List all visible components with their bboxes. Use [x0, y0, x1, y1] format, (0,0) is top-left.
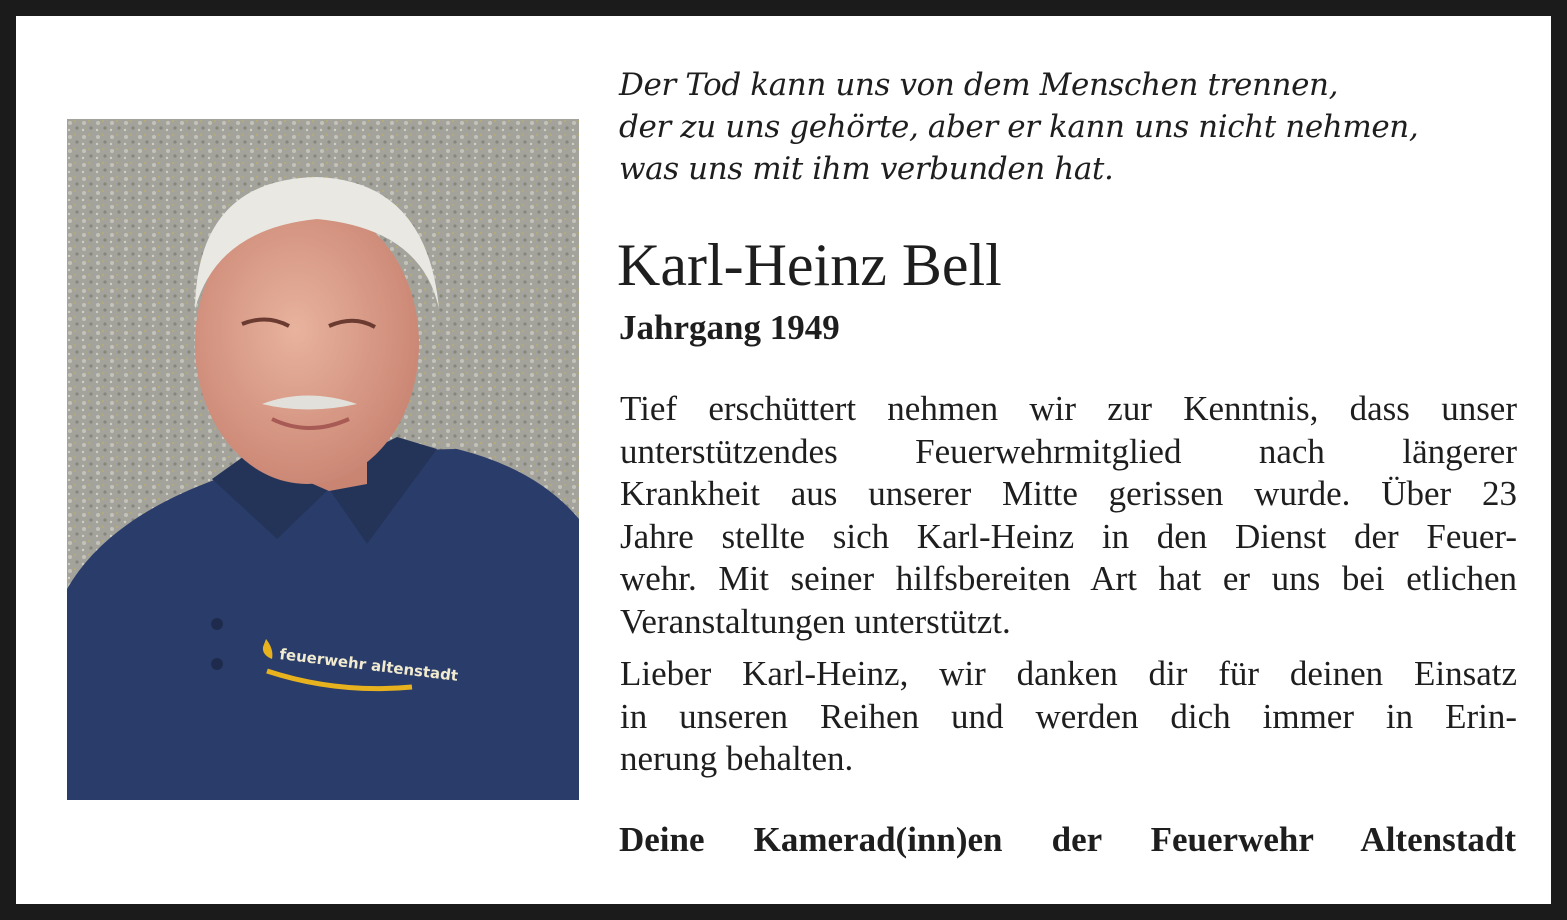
text-line: nerung behalten. [620, 739, 854, 778]
quote-line: was uns mit ihm verbunden hat. [619, 151, 1114, 187]
deceased-name: Karl-Heinz Bell [617, 232, 1002, 298]
text-line: wehr. Mit seiner hilfsbereiten Art hat er uns bei etlichen [620, 559, 1517, 598]
text-line: Lieber Karl-Heinz, wir danken dir für deinen Einsatz [620, 654, 1517, 693]
quote-line: der zu uns gehörte, aber er kann uns nicht nehmen, [619, 109, 1419, 145]
paragraph-condolence [620, 388, 1517, 643]
birth-year: Jahrgang 1949 [619, 308, 840, 347]
obituary-text [620, 388, 1517, 781]
text-line: in unseren Reihen und werden dich immer in Erin- [620, 696, 1517, 736]
text-line: Veranstaltungen unterstützt. [620, 601, 1011, 641]
text-line: Krankheit aus unserer Mitte gerissen wurde. Über 23 [620, 474, 1517, 513]
signature: Deine Kamerad(inn)en der Feuerwehr Altenstadt [619, 820, 1516, 859]
text-line: unterstützendes Feuerwehrmitglied nach längerer [620, 431, 1517, 471]
text-line: Jahre stellte sich Karl-Heinz in den Dienst der Feuer- [620, 516, 1517, 556]
portrait-photo [67, 119, 579, 800]
paragraph-farewell [620, 653, 1517, 781]
memorial-quote [619, 64, 1519, 190]
shirt-logo-text: feuerwehr altenstadt [278, 645, 460, 685]
quote-line: Der Tod kann uns von dem Menschen trennen, [619, 67, 1339, 103]
text-line: Tief erschüttert nehmen wir zur Kenntnis, dass unser [620, 389, 1517, 428]
